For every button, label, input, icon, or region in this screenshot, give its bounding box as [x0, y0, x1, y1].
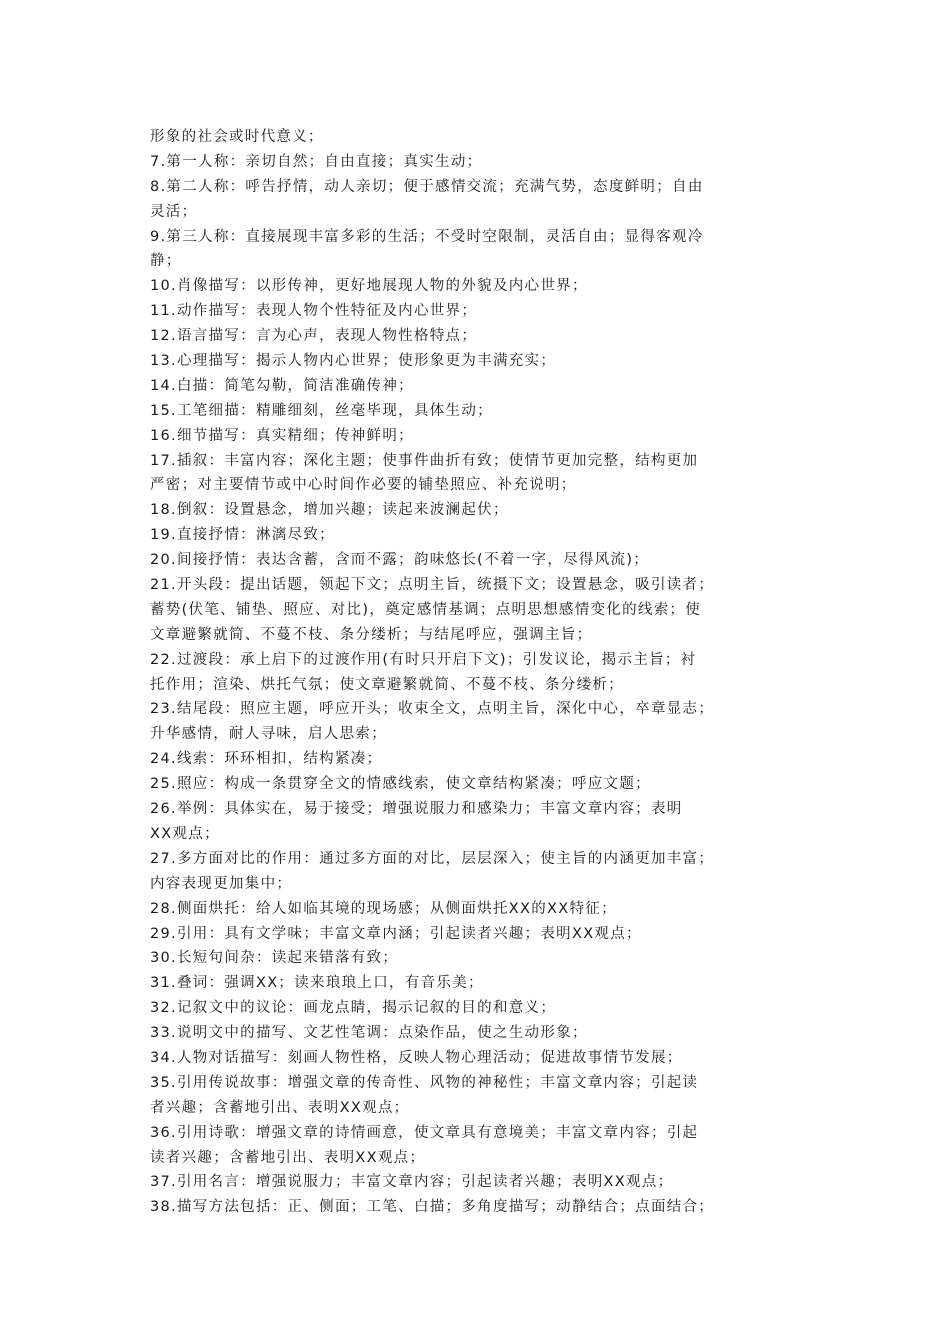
text-line: 25.照应：构成一条贯穿全文的情感线索，使文章结构紧凑；呼应文题； — [150, 776, 651, 793]
text-line: 托作用；渲染、烘托气氛；使文章避繁就简、不蔓不枝、条分缕析； — [150, 676, 624, 693]
text-line: 37.引用名言：增强说服力；丰富文章内容；引起读者兴趣；表明XX观点； — [150, 1174, 674, 1191]
text-line: 33.说明文中的描写、文艺性笔调：点染作品，使之生动形象； — [150, 1025, 588, 1042]
text-line: 19.直接抒情：淋漓尽致； — [150, 527, 335, 544]
text-line: 10.肖像描写：以形传神，更好地展现人物的外貌及内心世界； — [150, 278, 588, 295]
text-line: 13.心理描写：揭示人物内心世界；使形象更为丰满充实； — [150, 353, 557, 370]
text-line: 灵活； — [150, 203, 198, 220]
text-line: 升华感情，耐人寻味，启人思索； — [150, 726, 387, 743]
text-line: 26.举例：具体实在，易于接受；增强说服力和感染力；丰富文章内容；表明 — [150, 801, 683, 818]
text-line: 17.插叙：丰富内容；深化主题；使事件曲折有致；使情节更加完整，结构更加 — [150, 452, 699, 469]
text-line: 23.结尾段：照应主题，呼应开头；收束全文，点明主旨，深化中心，卒章显志； — [150, 701, 715, 718]
text-line: 严密；对主要情节或中心时间作必要的铺垫照应、补充说明； — [150, 477, 577, 494]
text-line: 14.白描：简笔勾勒，简洁准确传神； — [150, 377, 414, 394]
text-line: 12.语言描写：言为心声，表现人物性格特点； — [150, 328, 478, 345]
text-line: 35.引用传说故事：增强文章的传奇性、风物的神秘性；丰富文章内容；引起读 — [150, 1074, 699, 1091]
text-line: 30.长短句间杂：读起来错落有致； — [150, 950, 399, 967]
text-line: 者兴趣；含蓄地引出、表明XX观点； — [150, 1099, 410, 1116]
text-line: 18.倒叙：设置悬念，增加兴趣；读起来波澜起伏； — [150, 502, 509, 519]
text-line: 16.细节描写：真实精细；传神鲜明； — [150, 427, 414, 444]
text-line: 31.叠词：强调XX；读来琅琅上口，有音乐美； — [150, 975, 484, 992]
text-line: 24.线索：环环相扣，结构紧凑； — [150, 751, 383, 768]
text-line: 34.人物对话描写：刻画人物性格，反映人物心理活动；促进故事情节发展； — [150, 1049, 683, 1066]
text-line: 22.过渡段：承上启下的过渡作用(有时只开启下文)；引发议论，揭示主旨；衬 — [150, 651, 697, 668]
text-line: 文章避繁就简、不蔓不枝、条分缕析；与结尾呼应，强调主旨； — [150, 626, 593, 643]
text-line: 11.动作描写：表现人物个性特征及内心世界； — [150, 303, 478, 320]
text-line: 32.记叙文中的议论：画龙点睛，揭示记叙的目的和意义； — [150, 1000, 557, 1017]
text-line: 20.间接抒情：表达含蓄，含而不露；韵味悠长(不着一字，尽得风流)； — [150, 552, 650, 569]
text-line: 15.工笔细描：精雕细刻，丝毫毕现，具体生动； — [150, 402, 493, 419]
text-line: 36.引用诗歌：增强文章的诗情画意，使文章具有意境美；丰富文章内容；引起 — [150, 1124, 699, 1141]
text-line: 21.开头段：提出话题，领起下文；点明主旨，统摄下文；设置悬念，吸引读者； — [150, 577, 715, 594]
text-line: 28.侧面烘托：给人如临其境的现场感；从侧面烘托XX的XX特征； — [150, 900, 617, 917]
text-line: 38.描写方法包括：正、侧面；工笔、白描；多角度描写；动静结合；点面结合； — [150, 1199, 715, 1216]
text-line: 形象的社会或时代意义； — [150, 129, 324, 145]
document-body — [150, 125, 810, 1220]
text-line: 内容表现更加集中； — [150, 875, 293, 892]
text-line: 29.引用：具有文学味；丰富文章内涵；引起读者兴趣；表明XX观点； — [150, 925, 642, 942]
text-line: 8.第二人称：呼告抒情，动人亲切；便于感情交流；充满气势，态度鲜明；自由 — [150, 178, 704, 195]
text-line: 读者兴趣；含蓄地引出、表明XX观点； — [150, 1149, 426, 1166]
text-line: 7.第一人称：亲切自然；自由直接；真实生动； — [150, 153, 483, 170]
text-line: 27.多方面对比的作用：通过多方面的对比，层层深入；使主旨的内涵更加丰富； — [150, 850, 715, 867]
text-line: 蓄势(伏笔、铺垫、照应、对比)，奠定感情基调；点明思想感情变化的线索；使 — [150, 601, 702, 618]
text-line: 静； — [150, 253, 182, 270]
text-line: 9.第三人称：直接展现丰富多彩的生活；不受时空限制，灵活自由；显得客观冷 — [150, 228, 704, 245]
text-line: XX观点； — [150, 825, 220, 842]
